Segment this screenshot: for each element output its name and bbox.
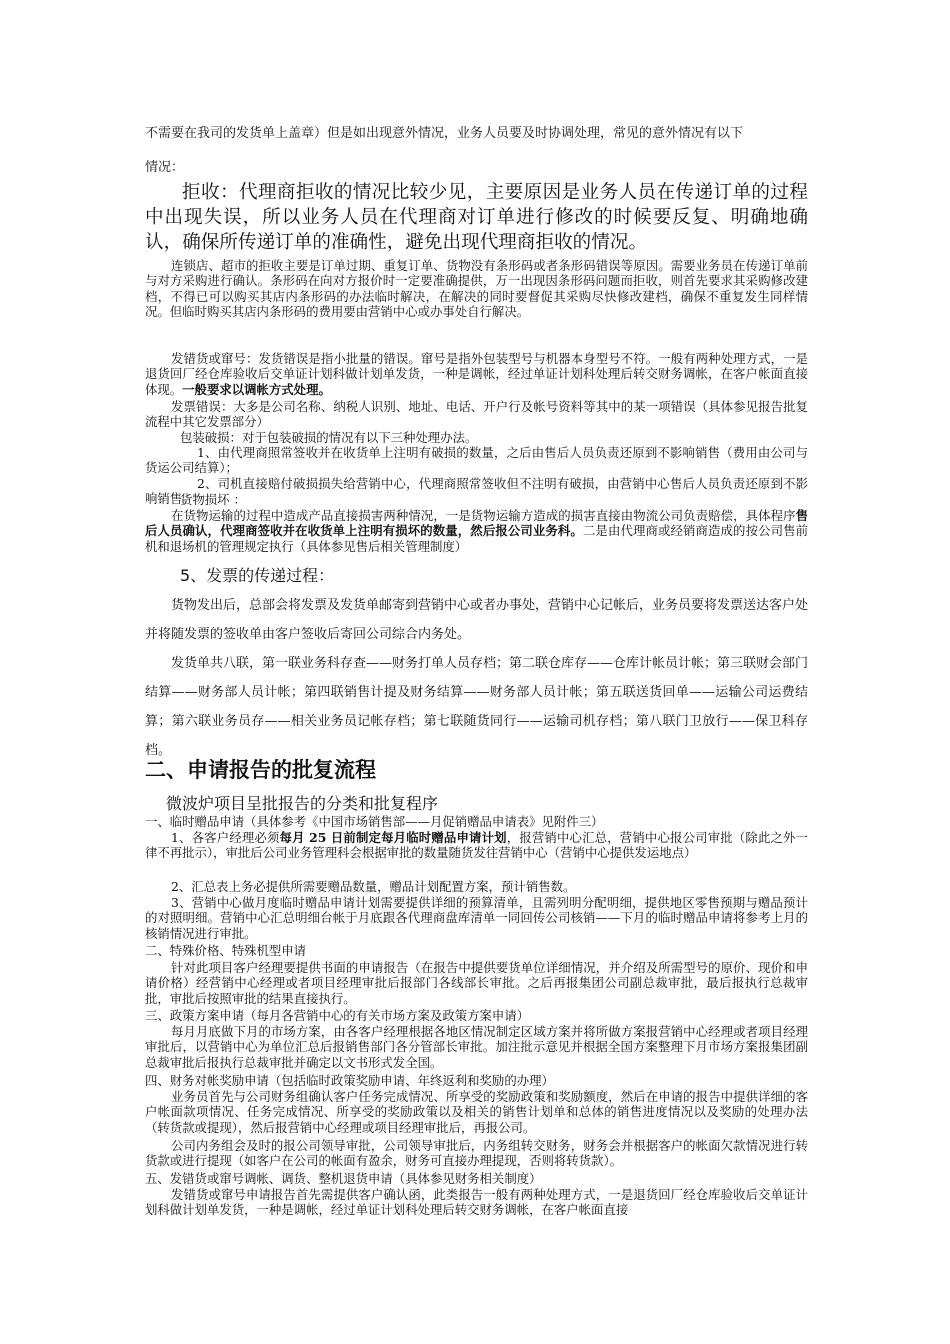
intro-line-1: 不需要在我司的发货单上盖章）但是如出现意外情况，业务人员要及时协调处理，常见的意外情况有以下 xyxy=(145,126,744,141)
goods-damage-title: 货物损坏 ： xyxy=(180,492,246,507)
item-2-title: 二、特殊价格、特殊机型申请 xyxy=(145,943,307,958)
goods-damage-paragraph xyxy=(145,508,808,554)
section-heading: 二、申请报告的批复流程 xyxy=(145,758,376,782)
item-5-paragraph: 发错货或窜号申请报告首先需提供客户确认函，此类报告一般有两种处理方式，一是退货回厂经仓库验收后交单证计划科做计划单发货，一种是调帐，经过单证计划科处理后转交财务调帐，在客户帐面直接 xyxy=(145,1187,808,1218)
package-damage-item-1: 1、由代理商照常签收并在收货单上注明有破损的数量，之后由售后人员负责还原到不影响销售（费用由公司与货运公司结算）； xyxy=(145,445,808,476)
wrong-goods-paragraph xyxy=(145,351,808,397)
wrong-goods-bold: 一般要求以调帐方式处理。 xyxy=(182,381,331,397)
reject-paragraph: 拒收：代理商拒收的情况比较少见，主要原因是业务人员在传递订单的过程中出现失误，所以业务人员在代理商对订单进行修改的时候要反复、明确地确认，确保所传递订单的准确性，避免出现代理商拒收的情况。 xyxy=(145,182,808,253)
goods-damage-text-a: 在货物运输的过程中造成产品直接损害两种情况，一是货物运输方造成的损害直接由物流公司负责赔偿，具体程序 xyxy=(171,508,796,523)
item-1-text-b: ，报营销中心汇总，营销中心报公司审批（除此之外一律不再批示），审批后公司业务管理科会根据审批的数量随货发往营销中心（营销中心提供发运地点） xyxy=(145,830,809,861)
item-3-title: 三、政策方案申请（每月各营销中心的有关市场方案及政策方案申请） xyxy=(145,1008,530,1023)
item-4-paragraph-1: 业务员首先与公司财务组确认客户任务完成情况、所享受的奖励政策和奖励额度，然后在申请的报告中提供详细的客户帐面款项情况、任务完成情况、所享受的奖励政策以及相关的销售计划单和总体的销售进度情况以及奖励的处理办法（转货款或提现），然后报营销中心经理或项目经理审批后，再报公司。 xyxy=(145,1089,808,1135)
item-4-title: 四、财务对帐奖励申请（包括临时政策奖励申请、年终返利和奖励的办理） xyxy=(145,1073,554,1088)
item-5-title: 五、发错货或窜号调帐、调货、整机退货申请（具体参见财务相关制度） xyxy=(145,1171,542,1186)
item-1-text-a: 1、各客户经理必须 xyxy=(171,830,280,845)
chain-store-paragraph: 连锁店、超市的拒收主要是订单过期、重复订单、货物没有条形码或者条形码错误等原因。需要业务员在传递订单前与对方采购进行确认。条形码在向对方报价时一定要准确提供，万一出现因条形码问题而拒收，则首先要求其采购修改建档，不得已可以购买其店内条形码的办法临时解决，在解决的同时要督促其采购尽快修改建档，确保不重复发生同样情况。但临时购买其店内条形码的费用要由营销中心或办事处自行解决。 xyxy=(145,258,808,319)
delivery-note-paragraph: 发货单共八联，第一联业务科存查——财务打单人员存档；第二联仓库存——仓库计帐员计帐；第三联财会部门结算——财务部人员计帐；第四联销售计提及财务结算——财务部人员计帐；第五联送货回单——运输公司运费结算；第六联业务员存——相关业务员记帐存档；第七联随货同行——运输司机存档；第八联门卫放行——保卫科存档。 xyxy=(145,656,809,758)
wrong-goods-text: 发错货或窜号：发货错误是指小批量的错误。窜号是指外包装型号与机器本身型号不符。一般有两种处理方式，一是退货回厂经仓库验收后交单证计划科做计划单发货，一种是调帐，经过单证计划科处理后转交财务调帐，在客户帐面直接体现。 xyxy=(145,351,808,397)
package-damage-item-2: 2、司机直接赔付破损损失给营销中心，代理商照常签收但不注明有破损，由营销中心售后人员负责还原到不影响销售。 xyxy=(145,476,808,507)
goods-damage-text-b: 二是由代理商或经销商造成的按公司售前机和退场机的管理规定执行（具体参见售后相关管理制度） xyxy=(145,523,809,554)
item-1-paragraph-2: 2、汇总表上务必提供所需要赠品数量，赠品计划配置方案，预计销售数。 xyxy=(171,879,576,894)
subsection-heading: 微波炉项目呈批报告的分类和批复程序 xyxy=(166,794,439,813)
item-1-paragraph-3: 3、营销中心做月度临时赠品申请计划需要提供详细的预算清单，且需列明分配明细，提供地区零售预期与赠品预计的对照明细。营销中心汇总明细台帐于月底跟各代理商盘库清单一同回传公司核销——下月的临时赠品申请将参考上月的核销情况进行审批。 xyxy=(145,895,808,941)
item-1-paragraph-1 xyxy=(145,830,808,861)
invoice-delivery-paragraph: 货物发出后，总部会将发票及发货单邮寄到营销中心或者办事处，营销中心记帐后，业务员要将发票送达客户处并将随发票的签收单由客户签收后寄回公司综合内务处。 xyxy=(145,598,809,642)
item-3-paragraph: 每月月底做下月的市场方案，由各客户经理根据各地区情况制定区域方案并将所做方案报营销中心经理或者项目经理审批后，以营销中心为单位汇总后报销售部门各分管部长审批。加注批示意见并根据全国方案整理下月市场方案报集团副总裁审批后报执行总裁审批并确定以文书形式发全国。 xyxy=(145,1024,808,1070)
item-2-paragraph: 针对此项目客户经理要提供书面的申请报告（在报告中提供要货单位详细情况，并介绍及所需型号的原价、现价和申请价格）经营销中心经理或者项目经理审批后报部门各线部长审批。之后再报集团公司副总裁审批，最后报执行总裁审批，审批后按照审批的结果直接执行。 xyxy=(145,960,808,1006)
package-damage-paragraph: 包装破损：对于包装破损的情况有以下三种处理办法。 xyxy=(180,430,478,445)
item-1-bold: 每月 25 日前制定每月临时赠品申请计划 xyxy=(279,830,507,845)
invoice-delivery-heading: 5、发票的传递过程： xyxy=(180,566,335,585)
goods-damage-bold: 售后人员确认，代理商签收并在收货单上注明有损坏的数量，然后报公司业务科。 xyxy=(145,508,808,539)
item-1-title: 一、临时赠品申请（具体参考《中国市场销售部——月促销赠品申请表》见附件三） xyxy=(145,814,604,829)
invoice-error-paragraph: 发票错误：大多是公司名称、纳税人识别、地址、电话、开户行及帐号资料等其中的某一项错误（具体参见报告批复流程中其它发票部分） xyxy=(145,399,808,430)
intro-line-2: 情况： xyxy=(145,160,185,175)
item-4-paragraph-2: 公司内务组会及时的报公司领导审批，公司领导审批后，内务组转交财务，财务会并根据客户的帐面欠款情况进行转货款或进行提现（如客户在公司的帐面有盈余，财务可直接办理提现，否则将转货款）。 xyxy=(145,1138,808,1169)
intro-paragraph xyxy=(145,122,815,180)
